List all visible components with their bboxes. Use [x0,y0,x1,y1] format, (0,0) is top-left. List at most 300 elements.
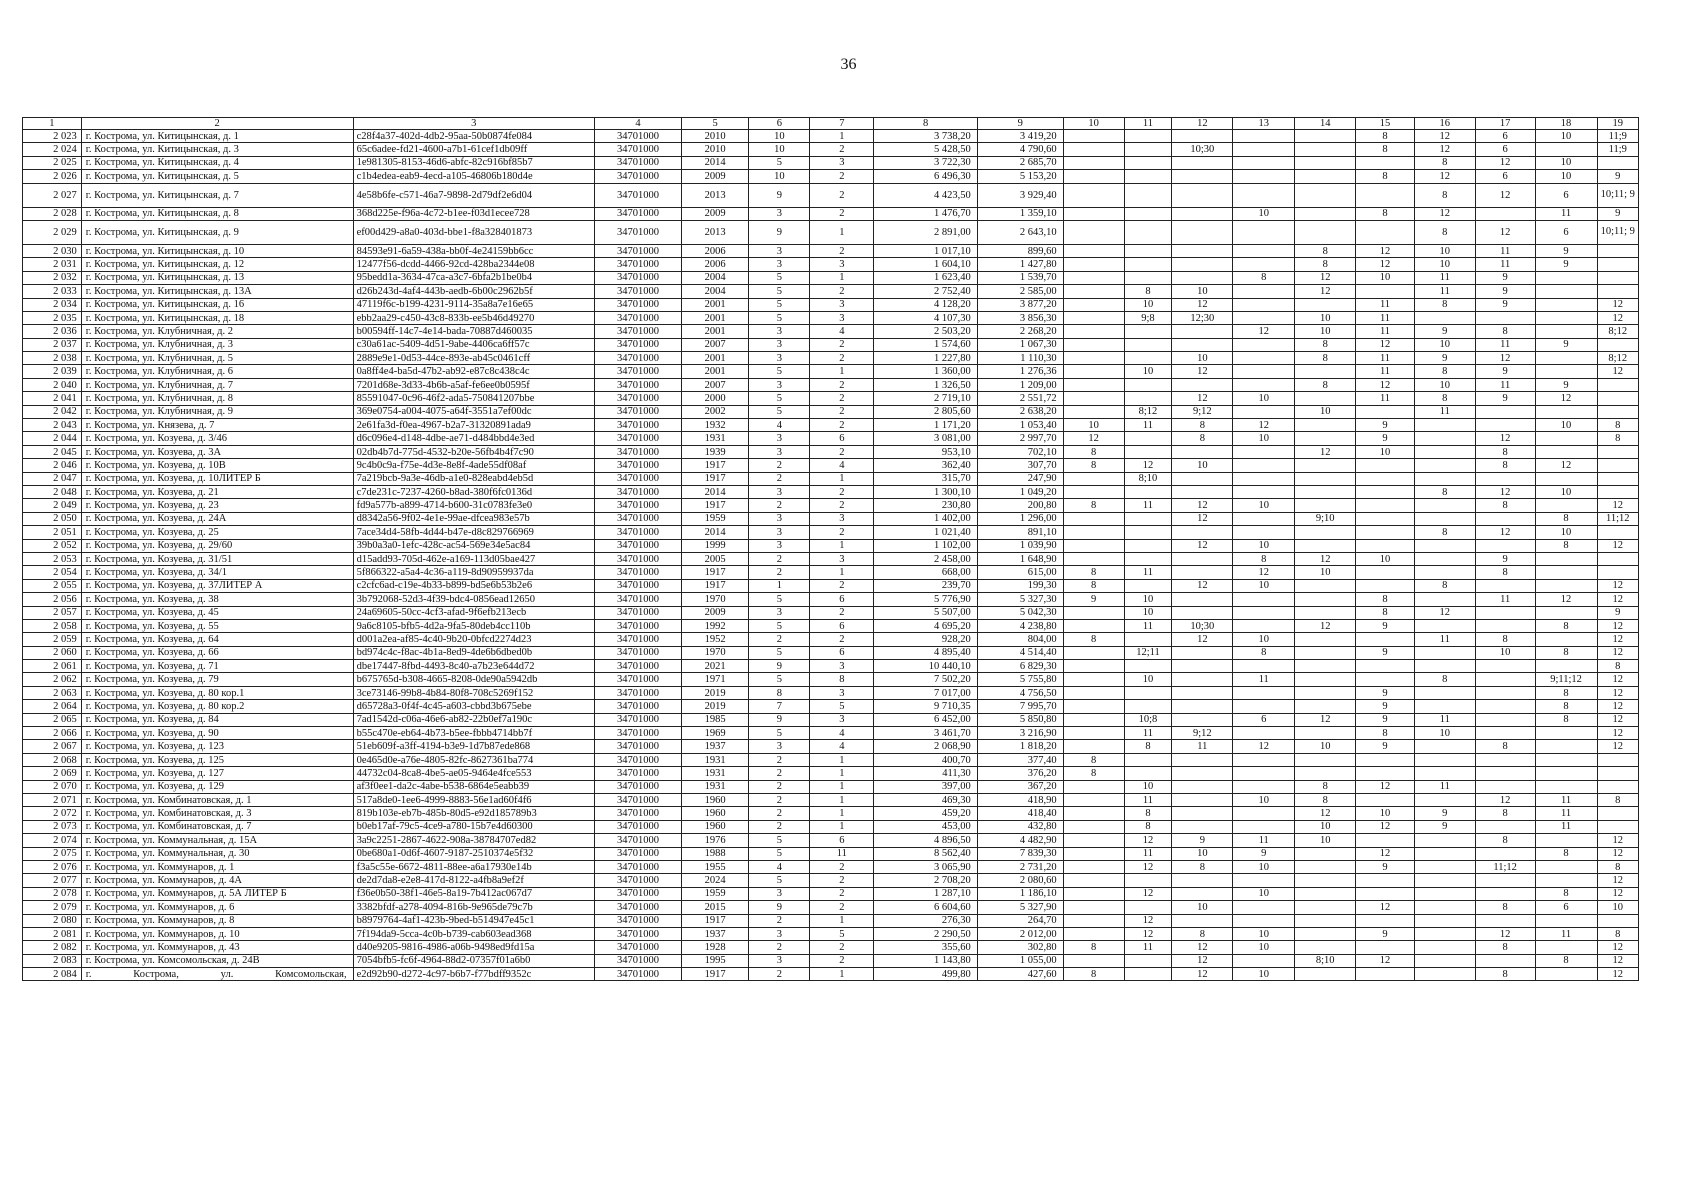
table-cell: 8 [1414,156,1475,169]
table-cell: d15add93-705d-462e-a169-113d05bae427 [353,552,594,565]
table-cell: 12 [1356,378,1415,391]
table-cell: 8;12 [1597,325,1638,338]
table-cell: г. Кострома, ул. Козуева, д. 79 [81,673,353,686]
table-cell: 1 [810,767,874,780]
table-cell: 9;11;12 [1535,673,1597,686]
table-cell: 12 [1597,619,1638,632]
table-cell [1233,727,1295,740]
table-cell: 8 [1356,207,1415,220]
table-cell [1535,727,1597,740]
table-row [23,365,1639,378]
table-cell: 3 [749,887,810,900]
table-cell [1295,660,1356,673]
table-cell [1063,713,1124,726]
table-cell: 3 [749,207,810,220]
table-cell: ebb2aa29-c450-43c8-833b-ee5b46d49270 [353,311,594,324]
table-cell [1063,619,1124,632]
table-cell: г. Кострома, ул. Китицынская, д. 18 [81,311,353,324]
table-cell [1535,767,1597,780]
table-cell [1124,660,1172,673]
table-cell: 34701000 [594,579,681,592]
table-cell: 11 [1124,793,1172,806]
table-cell [1063,183,1124,207]
table-cell [1597,807,1638,820]
table-cell: 1960 [681,807,748,820]
table-cell: 34701000 [594,499,681,512]
table-cell: 1 [810,807,874,820]
table-cell: 247,90 [977,472,1063,485]
table-cell [1597,753,1638,766]
table-cell: 11 [1535,207,1597,220]
table-cell: г. Кострома, ул. Комбинатовская, д. 7 [81,820,353,833]
table-row [23,887,1639,900]
table-cell: 9 [1475,271,1535,284]
table-cell [1063,914,1124,927]
table-cell: г. Кострома, ул. Козуева, д. 66 [81,646,353,659]
table-cell: 2 057 [23,606,82,619]
table-cell [1124,325,1172,338]
table-cell: 6 496,30 [874,170,977,183]
table-cell: 5 [749,298,810,311]
table-cell: 4 [749,860,810,873]
table-cell: 34701000 [594,325,681,338]
table-cell: 34701000 [594,432,681,445]
table-cell: 34701000 [594,727,681,740]
table-cell: 12 [1597,593,1638,606]
table-cell: 8 [1063,459,1124,472]
table-cell [1295,633,1356,646]
table-cell: 9 [1597,207,1638,220]
table-cell: 302,80 [977,941,1063,954]
table-cell [1475,207,1535,220]
table-cell: г. Кострома, ул. Коммунальная, д. 30 [81,847,353,860]
table-cell: c2cfc6ad-c19e-4b33-b899-bd5e6b53b2e6 [353,579,594,592]
table-cell: 1 [810,365,874,378]
table-cell: 8 [1475,901,1535,914]
table-cell: 469,30 [874,793,977,806]
table-cell [1124,767,1172,780]
table-cell: 10;11; 9 [1597,220,1638,244]
table-cell: 9 [749,901,810,914]
table-cell [1356,767,1415,780]
table-cell: 1 171,20 [874,419,977,432]
table-cell: 3 [810,311,874,324]
table-cell [1233,700,1295,713]
table-cell: 2 [749,780,810,793]
table-cell: 12477f56-dcdd-4466-92cd-428ba2344e08 [353,258,594,271]
table-cell [1535,432,1597,445]
table-cell: 8 [1063,767,1124,780]
table-cell: 34701000 [594,767,681,780]
table-cell: 10 [1233,633,1295,646]
table-cell [1172,207,1233,220]
table-cell: 34701000 [594,593,681,606]
table-cell [1233,445,1295,458]
table-cell [1172,338,1233,351]
table-cell: 12 [1597,740,1638,753]
table-cell: г. Кострома, ул. Китицынская, д. 4 [81,156,353,169]
table-cell: 1 [810,968,874,981]
table-cell: 1 296,00 [977,512,1063,525]
table-cell: 10 440,10 [874,660,977,673]
column-header: 16 [1414,118,1475,130]
table-cell [1475,713,1535,726]
table-cell: 10 [1233,579,1295,592]
table-cell: c1b4edea-eab9-4ecd-a105-46806b180d4e [353,170,594,183]
table-cell [1172,258,1233,271]
table-cell: 4 128,20 [874,298,977,311]
table-cell: 12 [1475,927,1535,940]
table-cell: d40e9205-9816-4986-a06b-9498ed9fd15a [353,941,594,954]
table-cell: 34701000 [594,220,681,244]
table-cell: 1952 [681,633,748,646]
table-cell: г. Кострома, ул. Коммунаров, д. 4А [81,874,353,887]
table-cell [1295,432,1356,445]
table-cell [1233,820,1295,833]
table-cell: 4 514,40 [977,646,1063,659]
table-cell: 11 [1414,713,1475,726]
table-cell [1535,914,1597,927]
table-cell: 12 [1172,392,1233,405]
table-cell [1597,566,1638,579]
table-cell: 34701000 [594,941,681,954]
table-row [23,552,1639,565]
table-cell [1124,378,1172,391]
table-cell: 34701000 [594,874,681,887]
table-cell: 2 034 [23,298,82,311]
table-cell: 5 327,90 [977,901,1063,914]
table-row [23,646,1639,659]
table-cell: 3 [749,486,810,499]
table-cell: 34701000 [594,392,681,405]
table-cell: 11;9 [1597,130,1638,143]
table-cell: 1 049,20 [977,486,1063,499]
table-cell: 239,70 [874,579,977,592]
column-header: 13 [1233,118,1295,130]
table-cell: 8 [1414,486,1475,499]
table-cell [1233,130,1295,143]
table-cell: b0eb17af-79c5-4ce9-a780-15b7e4d60300 [353,820,594,833]
table-cell [1356,834,1415,847]
table-cell: 34701000 [594,271,681,284]
table-cell: 1 276,36 [977,365,1063,378]
table-cell [1414,566,1475,579]
table-cell: 2 [810,352,874,365]
table-cell: 34701000 [594,244,681,257]
table-cell: 95bedd1a-3634-47ca-a3c7-6bfa2b1be0b4 [353,271,594,284]
table-cell: 1 [810,780,874,793]
table-cell: 12 [1172,298,1233,311]
table-cell: 1937 [681,927,748,940]
table-cell: 12 [1295,271,1356,284]
table-cell: 2 052 [23,539,82,552]
table-cell: 411,30 [874,767,977,780]
table-cell: г. Кострома, ул. Клубничная, д. 6 [81,365,353,378]
table-cell: 9 [1475,392,1535,405]
table-cell: 2 [749,941,810,954]
table-cell: 1 [810,472,874,485]
table-cell: 34701000 [594,338,681,351]
table-cell: 3 [749,740,810,753]
table-cell: 397,00 [874,780,977,793]
table-cell: 12 [1597,646,1638,659]
table-cell: e2d92b90-d272-4c97-b6b7-f77bdff9352c [353,968,594,981]
table-cell: 8 [1295,258,1356,271]
table-row [23,860,1639,873]
table-cell: 5 [749,271,810,284]
table-cell: 702,10 [977,445,1063,458]
table-cell: 1 818,20 [977,740,1063,753]
table-cell: 12 [1535,593,1597,606]
table-cell: 4 423,50 [874,183,977,207]
table-cell [1535,405,1597,418]
table-cell [1295,499,1356,512]
table-cell: 6 604,60 [874,901,977,914]
table-row [23,954,1639,967]
table-cell: 3 [749,539,810,552]
table-cell: 7 017,00 [874,686,977,699]
table-cell [1172,378,1233,391]
table-cell: 1 021,40 [874,526,977,539]
table-cell: 2 037 [23,338,82,351]
table-cell: 34701000 [594,405,681,418]
table-cell: 3 [749,352,810,365]
table-cell: 1 055,00 [977,954,1063,967]
table-cell: 12 [1172,512,1233,525]
table-cell [1414,512,1475,525]
table-cell: 0a8ff4e4-ba5d-47b2-ab92-e87c8c438c4c [353,365,594,378]
table-cell [1233,220,1295,244]
table-cell: г. Кострома, ул. Козуева, д. 64 [81,633,353,646]
table-cell: 1971 [681,673,748,686]
table-cell: 12 [1172,633,1233,646]
table-cell: 10 [1295,834,1356,847]
table-cell: 34701000 [594,552,681,565]
table-cell: 11 [1475,258,1535,271]
table-cell [1063,285,1124,298]
table-cell: 9 [749,660,810,673]
table-cell [1535,941,1597,954]
table-cell [1414,499,1475,512]
table-cell: 2010 [681,143,748,156]
table-cell [1295,860,1356,873]
column-header: 8 [874,118,977,130]
table-cell [1063,793,1124,806]
table-cell [1233,660,1295,673]
table-cell: 10 [1233,860,1295,873]
table-cell: 2 891,00 [874,220,977,244]
table-cell: 2 [810,606,874,619]
table-cell: 2 [749,552,810,565]
table-cell: 11 [1414,285,1475,298]
table-cell: 9 [1475,298,1535,311]
table-cell: 4 895,40 [874,646,977,659]
table-cell: 8 [1063,445,1124,458]
table-cell: 10 [1414,338,1475,351]
table-cell: 1917 [681,914,748,927]
table-cell [1063,646,1124,659]
table-cell [1233,686,1295,699]
table-cell [1233,874,1295,887]
table-cell: 8 [1475,566,1535,579]
table-cell [1172,183,1233,207]
table-cell: 2 031 [23,258,82,271]
table-cell: г. Кострома, ул. Китицынская, д. 13А [81,285,353,298]
table-cell: г. Кострома, ул. Клубничная, д. 7 [81,378,353,391]
table-cell: 12 [1124,459,1172,472]
table-cell [1356,405,1415,418]
table-cell: 4 [810,459,874,472]
table-cell: 4 756,50 [977,686,1063,699]
table-cell: 10 [1597,901,1638,914]
table-cell: 8 [1535,512,1597,525]
table-cell: 3 081,00 [874,432,977,445]
table-cell: 5 [749,874,810,887]
table-cell: 8 [1475,459,1535,472]
table-cell: d26b243d-4af4-443b-aedb-6b00c2962b5f [353,285,594,298]
table-cell [1233,753,1295,766]
table-cell: 12 [1414,207,1475,220]
table-cell: 2 040 [23,378,82,391]
table-cell [1233,914,1295,927]
table-cell [1124,633,1172,646]
table-cell: 517a8de0-1ee6-4999-8883-56e1ad60f4f6 [353,793,594,806]
table-cell: 459,20 [874,807,977,820]
table-cell: 2 997,70 [977,432,1063,445]
table-cell: 2 [810,285,874,298]
table-cell [1295,539,1356,552]
table-cell [1295,686,1356,699]
table-cell [1124,445,1172,458]
table-cell: 6 [1475,130,1535,143]
table-cell: 34701000 [594,170,681,183]
table-cell: 11 [1124,847,1172,860]
table-cell: 1970 [681,593,748,606]
table-cell: 7a219bcb-9a3e-46db-a1e0-828eabd4eb5d [353,472,594,485]
table-cell: 2 [810,207,874,220]
table-cell: 65c6adee-fd21-4600-a7b1-61cef1db09ff [353,143,594,156]
table-cell: 8 [1475,499,1535,512]
table-cell [1063,727,1124,740]
table-cell: 10 [1172,459,1233,472]
table-cell: 8 [1414,526,1475,539]
table-cell [1172,660,1233,673]
table-cell: 9;12 [1172,727,1233,740]
table-cell: 1 [810,566,874,579]
table-cell [1063,130,1124,143]
table-cell [1233,285,1295,298]
table-cell: 5 [749,365,810,378]
table-cell [1233,183,1295,207]
table-cell [1414,419,1475,432]
table-cell: 6 [810,432,874,445]
table-cell: 12 [1597,713,1638,726]
table-cell [1233,405,1295,418]
table-cell: 5 [749,646,810,659]
table-cell [1475,753,1535,766]
table-cell [1172,244,1233,257]
table-cell: 668,00 [874,566,977,579]
table-cell: г. Кострома, ул. Козуева, д. 25 [81,526,353,539]
table-cell: 11 [1535,820,1597,833]
table-cell: 9 [1356,740,1415,753]
table-cell [1475,579,1535,592]
table-cell: 9 [1597,170,1638,183]
table-cell: 9 [1414,352,1475,365]
table-cell [1063,606,1124,619]
table-cell [1535,285,1597,298]
table-cell [1356,499,1415,512]
table-cell: 2014 [681,156,748,169]
table-cell: 34701000 [594,566,681,579]
table-cell [1356,566,1415,579]
table-cell [1356,941,1415,954]
table-cell: 8 [1414,673,1475,686]
table-cell: г. Кострома, ул. Козуева, д. 29/60 [81,539,353,552]
table-cell: 1 [810,793,874,806]
table-cell: 10 [1295,566,1356,579]
table-cell: 1 326,50 [874,378,977,391]
table-cell: 2 290,50 [874,927,977,940]
table-cell [1172,780,1233,793]
table-cell: г. Кострома, ул. Козуева, д. 80 кор.1 [81,686,353,699]
table-cell [1172,753,1233,766]
table-cell: 2 051 [23,526,82,539]
table-cell: 1 053,40 [977,419,1063,432]
table-cell [1124,539,1172,552]
table-cell: 6 452,00 [874,713,977,726]
table-cell: 418,90 [977,793,1063,806]
table-cell [1172,156,1233,169]
table-cell: 34701000 [594,445,681,458]
table-cell: 418,40 [977,807,1063,820]
table-cell: 12 [1475,156,1535,169]
table-row [23,298,1639,311]
table-cell: 2 [810,338,874,351]
table-cell: 12 [1597,673,1638,686]
table-row [23,807,1639,820]
table-cell: 8 [1063,499,1124,512]
table-cell [1295,220,1356,244]
table-cell: 8 [1414,220,1475,244]
table-cell: 12 [1124,860,1172,873]
table-cell: 12 [1597,499,1638,512]
table-row [23,847,1639,860]
table-cell: 9 [1535,258,1597,271]
table-cell [1124,220,1172,244]
table-cell [1233,472,1295,485]
table-cell [1356,512,1415,525]
table-cell: 8 [1295,352,1356,365]
table-cell: b675765d-b308-4665-8208-0de90a5942db [353,673,594,686]
table-cell: 24a69605-50cc-4cf3-afad-9f6efb213ecb [353,606,594,619]
table-cell [1475,311,1535,324]
table-cell: 427,60 [977,968,1063,981]
table-cell: 1917 [681,472,748,485]
table-cell: 8 [1535,713,1597,726]
table-cell [1124,130,1172,143]
table-cell: 2 041 [23,392,82,405]
table-cell: 34701000 [594,673,681,686]
table-cell [1124,526,1172,539]
table-row [23,539,1639,552]
table-cell: 9c4b0c9a-f75e-4d3e-8e8f-4ade55df08af [353,459,594,472]
table-cell: 11;9 [1597,143,1638,156]
table-cell: 12 [1124,834,1172,847]
table-row [23,271,1639,284]
table-cell: 2019 [681,700,748,713]
table-cell [1475,419,1535,432]
